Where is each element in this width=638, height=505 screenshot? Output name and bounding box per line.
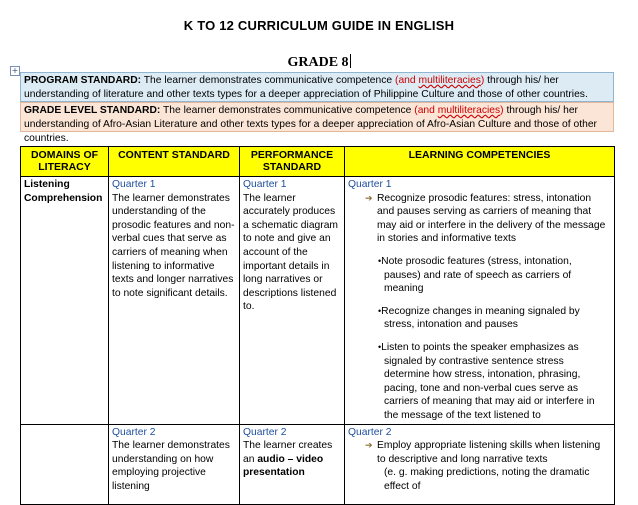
- grade-level-standard-paren-open: (and: [414, 105, 438, 116]
- program-standard-text-1: The learner demonstrates communicative competence: [141, 75, 396, 86]
- competency-item: [348, 341, 611, 423]
- dot-bullet-icon: •: [378, 341, 382, 352]
- content-standard-text: The learner demonstrates understanding of the prosodic features and non-verbal cues that serve as carriers of meaning when listening to informative texts and longer narratives to note significant details.: [112, 192, 235, 299]
- grade-level-standard: [20, 102, 614, 144]
- performance-standard-cell: [240, 177, 345, 425]
- grade-label: GRADE 8: [287, 55, 349, 70]
- competency-item: [348, 439, 611, 466]
- quarter-label: Quarter 2: [243, 426, 287, 438]
- program-standard-paren-word: multiliteracies: [418, 75, 481, 86]
- header-learning-competencies: LEARNING COMPETENCIES: [345, 147, 615, 177]
- competency-item: [348, 192, 611, 246]
- dot-bullet-icon: •: [378, 305, 382, 316]
- text-cursor: [350, 54, 351, 68]
- competencies-cell: [345, 177, 615, 425]
- competency-item: [348, 305, 611, 332]
- competency-text: Recognize prosodic features: stress, intonation and pauses serving as carriers of meaning that may aid or interfere in the delivery of the message in stories and informative texts: [377, 192, 606, 245]
- document-title: K TO 12 CURRICULUM GUIDE IN ENGLISH: [183, 18, 455, 33]
- quarter-label: Quarter 1: [243, 179, 287, 190]
- table-row: [21, 177, 615, 425]
- program-standard-paren-close: ): [480, 75, 485, 86]
- header-performance-standard: PERFORMANCE STANDARD: [240, 147, 345, 177]
- domain-cell: Listening Comprehension: [21, 177, 109, 425]
- arrow-bullet-icon: ➔: [365, 440, 373, 451]
- arrow-bullet-icon: ➔: [365, 192, 373, 203]
- grade-level-standard-paren-close: ): [500, 105, 504, 116]
- competency-text: Employ appropriate listening skills when listening to descriptive and long narrative texts: [377, 440, 601, 465]
- competency-text: Listen to points the speaker emphasizes as signaled by contrastive sentence stress determine how stress, intonation, phrasing, pacing, tone and non-verbal cues serve as carriers of meaning that may aid or interfere in the message of the text listened to: [381, 341, 595, 421]
- content-standard-cell: [109, 177, 240, 425]
- content-standard-cell: [109, 424, 240, 504]
- domain-cell-empty: [21, 424, 109, 504]
- grade-level-standard-text-2: through his/ her understanding of Afro-Asian Literature and other texts types for a deeper appreciation of Afro-Asian Culture and those of other countries.: [24, 105, 597, 144]
- grade-level-standard-paren-word: multiliteracies: [437, 105, 501, 116]
- program-standard: [20, 72, 614, 102]
- dot-bullet-icon: •: [378, 255, 382, 266]
- performance-standard-text: The learner creates an: [243, 440, 333, 465]
- curriculum-table: [20, 146, 615, 505]
- quarter-label: Quarter 2: [112, 426, 156, 438]
- performance-standard-cell: [240, 424, 345, 504]
- competency-text: Note prosodic features (stress, intonation, pauses) and rate of speech as carriers of meaning: [381, 255, 572, 295]
- quarter-label: Quarter 2: [348, 426, 392, 438]
- competency-text: Recognize changes in meaning signaled by stress, intonation and pauses: [381, 305, 580, 331]
- performance-standard-text: The learner accurately produces a schematic diagram to note and give an account of the important details in long narratives or descriptions listened to.: [243, 192, 338, 313]
- program-standard-label: PROGRAM STANDARD:: [24, 75, 142, 86]
- header-domains: DOMAINS OF LITERACY: [21, 147, 109, 177]
- quarter-label: Quarter 1: [348, 179, 392, 190]
- program-standard-text-2: through his/ her understanding of literature and other texts types for a deeper appreciation of Philippine Culture and those of other countries.: [24, 75, 588, 100]
- performance-standard-bold: audio – video presentation: [243, 453, 324, 479]
- grade-level-standard-label: GRADE LEVEL STANDARD:: [24, 105, 161, 116]
- grade-level-standard-text-1: The learner demonstrates communicative competence: [160, 105, 415, 116]
- table-move-handle-icon[interactable]: +: [11, 66, 19, 75]
- table-row: [21, 424, 615, 504]
- competency-item: [348, 255, 611, 296]
- table-header-row: [21, 147, 615, 177]
- grade-title: [0, 54, 638, 71]
- quarter-label: Quarter 1: [112, 179, 156, 190]
- competencies-cell: [345, 424, 615, 504]
- content-standard-text: The learner demonstrates understanding on how employing projective listening: [112, 440, 230, 492]
- header-content-standard: CONTENT STANDARD: [109, 147, 240, 177]
- competency-text-continued: (e. g. making predictions, noting the dramatic effect of: [384, 467, 590, 492]
- program-standard-paren-open: (and: [395, 75, 419, 86]
